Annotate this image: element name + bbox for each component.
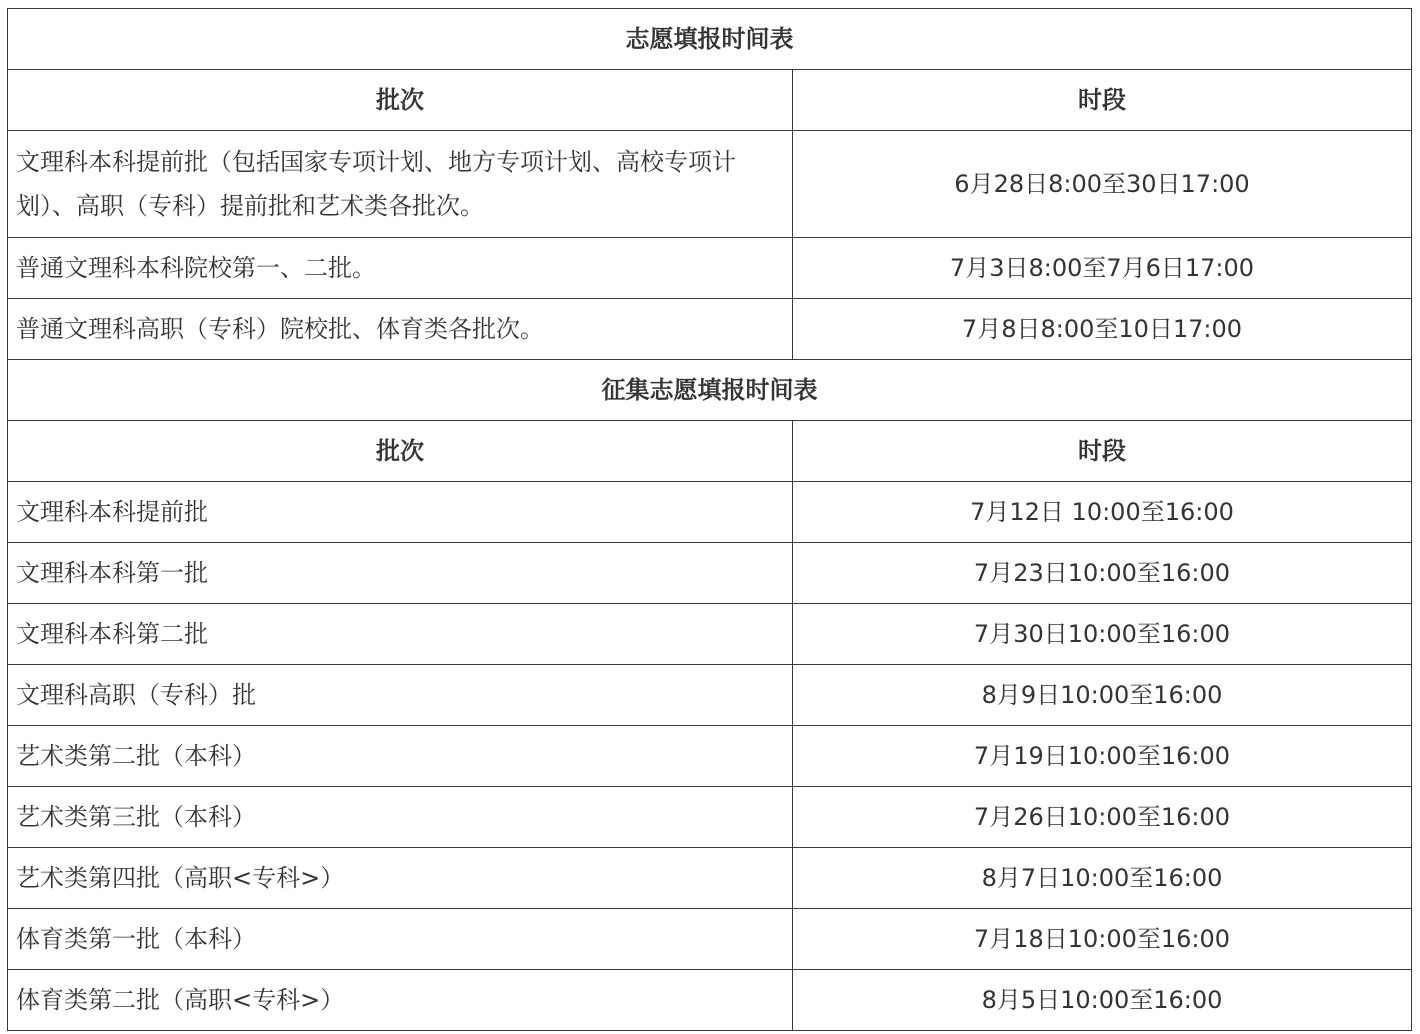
- period-cell: 6月28日8:00至30日17:00: [793, 131, 1412, 238]
- table1-header-period: 时段: [793, 70, 1412, 131]
- table-row: [8, 482, 1412, 543]
- table-row: [8, 787, 1412, 848]
- period-cell: 7月3日8:00至7月6日17:00: [793, 238, 1412, 299]
- table1-header-batch: 批次: [8, 70, 793, 131]
- batch-cell: 普通文理科高职（专科）院校批、体育类各批次。: [8, 299, 793, 360]
- table-row: [8, 604, 1412, 665]
- table-row: [8, 238, 1412, 299]
- batch-cell: 体育类第一批（本科）: [8, 909, 793, 970]
- table-row: [8, 848, 1412, 909]
- table-row: [8, 909, 1412, 970]
- table-row: [8, 299, 1412, 360]
- batch-cell: 文理科高职（专科）批: [8, 665, 793, 726]
- period-cell: 7月30日10:00至16:00: [793, 604, 1412, 665]
- batch-cell: 普通文理科本科院校第一、二批。: [8, 238, 793, 299]
- batch-cell: 艺术类第二批（本科）: [8, 726, 793, 787]
- batch-cell: 文理科本科第一批: [8, 543, 793, 604]
- table2-header-period: 时段: [793, 421, 1412, 482]
- table2-header-batch: 批次: [8, 421, 793, 482]
- period-cell: 7月8日8:00至10日17:00: [793, 299, 1412, 360]
- table1-title: 志愿填报时间表: [8, 9, 1412, 70]
- batch-cell: 文理科本科提前批（包括国家专项计划、地方专项计划、高校专项计划）、高职（专科）提前批和艺术类各批次。: [8, 131, 793, 238]
- table-row: [8, 543, 1412, 604]
- table-row: [8, 665, 1412, 726]
- period-cell: 7月26日10:00至16:00: [793, 787, 1412, 848]
- batch-cell: 体育类第二批（高职<专科>）: [8, 970, 793, 1031]
- batch-cell: 文理科本科第二批: [8, 604, 793, 665]
- table1-header-row: [8, 70, 1412, 131]
- period-cell: 8月5日10:00至16:00: [793, 970, 1412, 1031]
- table-row: [8, 726, 1412, 787]
- table1-title-row: [8, 9, 1412, 70]
- period-cell: 7月19日10:00至16:00: [793, 726, 1412, 787]
- period-cell: 7月12日 10:00至16:00: [793, 482, 1412, 543]
- period-cell: 8月9日10:00至16:00: [793, 665, 1412, 726]
- table-row: [8, 970, 1412, 1031]
- table2-title: 征集志愿填报时间表: [8, 360, 1412, 421]
- batch-cell: 艺术类第四批（高职<专科>）: [8, 848, 793, 909]
- period-cell: 7月18日10:00至16:00: [793, 909, 1412, 970]
- schedule-table: [7, 8, 1412, 1031]
- period-cell: 8月7日10:00至16:00: [793, 848, 1412, 909]
- table2-header-row: [8, 421, 1412, 482]
- batch-cell: 艺术类第三批（本科）: [8, 787, 793, 848]
- period-cell: 7月23日10:00至16:00: [793, 543, 1412, 604]
- table2-title-row: [8, 360, 1412, 421]
- table-row: [8, 131, 1412, 238]
- batch-cell: 文理科本科提前批: [8, 482, 793, 543]
